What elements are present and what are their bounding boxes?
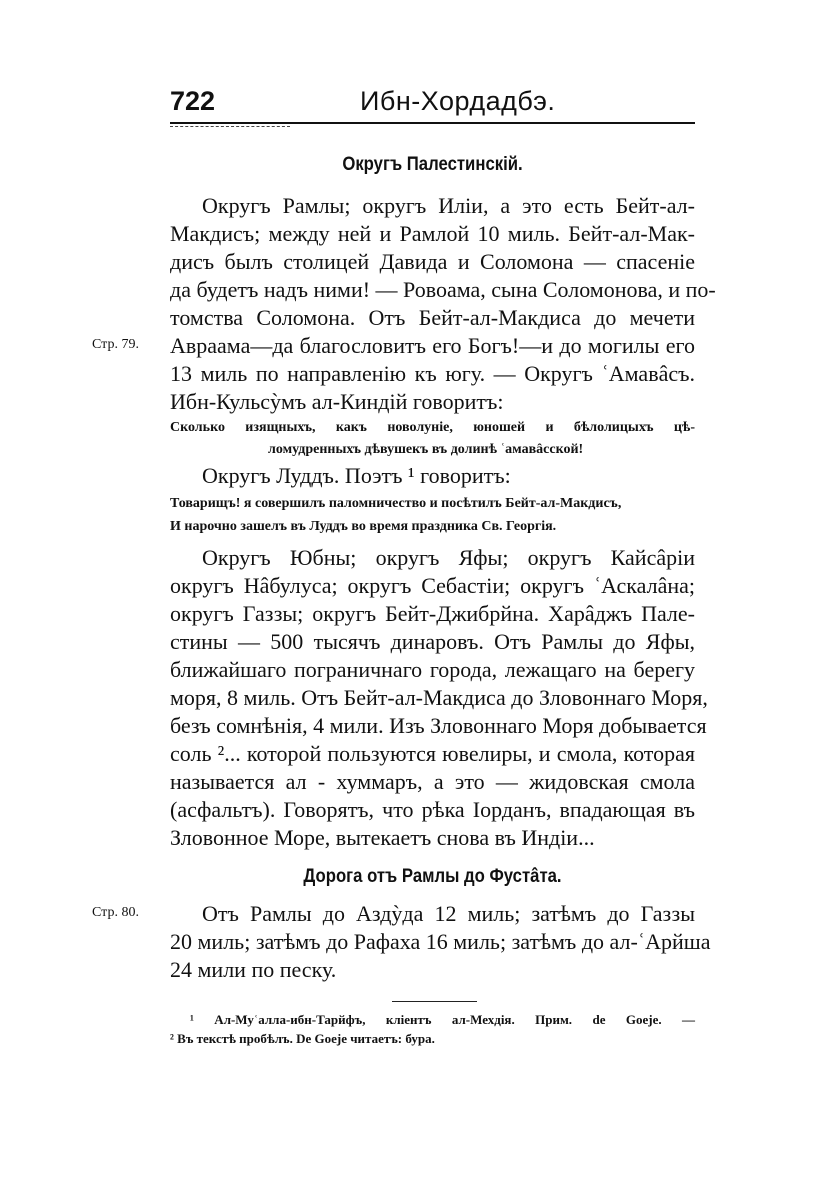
text-line: моря, 8 миль. Отъ Бейт-ал-Макдиса до Зловоннаго Моря,: [170, 685, 708, 710]
verse-line: Сколько изящныхъ, какъ новолуніе, юношей и бѣлолицыхъ цѣ-: [170, 420, 695, 435]
text-line: Авраама—да благословитъ его Богъ!—и до могилы его: [170, 333, 695, 358]
text-line: Ибн-Кульсỳмъ ал-Киндій говоритъ:: [170, 389, 504, 414]
footnote: ¹ Ал-Муʿалла-ибн-Тарйфъ, кліентъ ал-Мехдія. Прим. de Goeje. —: [190, 1012, 695, 1027]
text-line: Округъ Луддъ. Поэтъ ¹ говоритъ:: [202, 463, 511, 488]
text-line: 20 миль; затѣмъ до Рафаха 16 миль; затѣмъ до ал-ʿАрйша: [170, 929, 711, 954]
page-header: [170, 86, 695, 120]
footnote: ² Въ текстѣ пробѣлъ. De Goeje читаетъ: бура.: [170, 1031, 435, 1046]
text-line: стины — 500 тысячъ динаровъ. Отъ Рамлы до Яфы,: [170, 629, 695, 654]
text-line: Отъ Рамлы до Аздỳда 12 миль; затѣмъ до Газзы: [202, 901, 695, 926]
text-line: (асфальтъ). Говорятъ, что рѣка Іорданъ, впадающая въ: [170, 797, 695, 822]
text-line: Округъ Рамлы; округъ Иліи, а это есть Бейт-ал-: [202, 193, 695, 218]
text-line: соль ²... которой пользуются ювелиры, и смола, которая: [170, 741, 695, 766]
margin-ref-page-79: Стр. 79.: [92, 337, 139, 352]
text-line: Зловонное Море, вытекаетъ снова въ Индіи...: [170, 825, 595, 850]
text-line: Макдисъ; между ней и Рамлой 10 миль. Бейт-ал-Мак-: [170, 221, 695, 246]
text-line: Округъ Юбны; округъ Яфы; округъ Кайсâріи: [202, 545, 695, 570]
verse-line: Товарищъ! я совершилъ паломничество и посѣтилъ Бейт-ал-Макдисъ,: [170, 496, 622, 511]
section-heading-road: Дорога отъ Рамлы до Фустâта.: [303, 866, 562, 887]
page-number: 722: [170, 86, 216, 116]
header-rule-dashed: [170, 126, 290, 127]
text-line: томства Соломона. Отъ Бейт-ал-Макдиса до мечети: [170, 305, 695, 330]
footnote-rule: [392, 1001, 477, 1002]
text-line: 24 мили по песку.: [170, 957, 337, 982]
text-line: безъ сомнѣнія, 4 мили. Изъ Зловоннаго Моря добывается: [170, 713, 707, 738]
text-line: 13 миль по направленію къ югу. — Округъ ʿАмавâсъ.: [170, 361, 695, 386]
margin-ref-page-80: Стр. 80.: [92, 905, 139, 920]
running-title: Ибн-Хордадбэ.: [360, 86, 556, 116]
verse-line: ломудренныхъ дѣвушекъ въ долинѣ ʿамавâсской!: [268, 442, 584, 457]
text-line: округъ Нâбулуса; округъ Себастіи; округъ ʿАскалâна;: [170, 573, 695, 598]
text-line: округъ Газзы; округъ Бейт-Джибрйна. Харâджъ Пале-: [170, 601, 695, 626]
text-line: да будетъ надъ ними! — Ровоама, сына Соломонова, и по-: [170, 277, 716, 302]
text-line: дисъ былъ столицей Давида и Соломона — спасеніе: [170, 249, 695, 274]
section-heading-palestine: Округъ Палестинскій.: [342, 154, 523, 175]
text-line: ближайшаго пограничнаго города, лежащаго на берегу: [170, 657, 695, 682]
verse-line: И нарочно зашелъ въ Луддъ во время праздника Св. Георгія.: [170, 519, 557, 534]
header-rule: [170, 122, 695, 124]
text-line: называется ал - хуммаръ, а это — жидовская смола: [170, 769, 695, 794]
